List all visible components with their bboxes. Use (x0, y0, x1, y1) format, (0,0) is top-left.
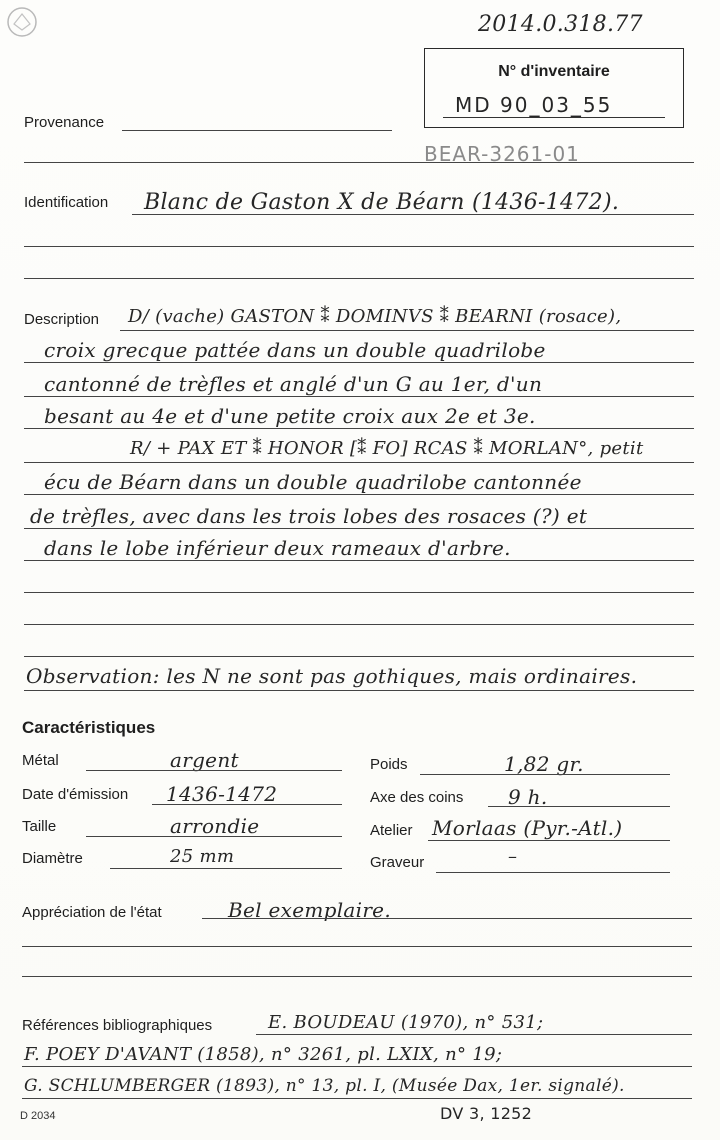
description-rule-10 (24, 624, 694, 625)
description-rule-2 (24, 362, 694, 363)
diametre-value: 25 mm (170, 846, 235, 867)
provenance-stamp: BEAR-3261-01 (424, 142, 580, 166)
poids-label: Poids (370, 756, 408, 773)
description-line-5: R/ + PAX ET ⁑ HONOR [⁑ FO] RCAS ⁑ MORLAN°, petit (130, 438, 644, 459)
archive-number: 2014.0.318.77 (478, 12, 643, 37)
museum-stamp-icon (4, 4, 40, 40)
taille-line (86, 836, 342, 837)
identification-line-1 (132, 214, 694, 215)
taille-label: Taille (22, 818, 57, 835)
description-rule-8 (24, 560, 694, 561)
description-rule-4 (24, 428, 694, 429)
etat-line-2 (22, 946, 692, 947)
axe-line (488, 806, 670, 807)
identification-label: Identification (24, 194, 109, 211)
description-rule-9 (24, 592, 694, 593)
diametre-label: Diamètre (22, 850, 83, 867)
date-value: 1436-1472 (166, 782, 278, 806)
etat-line-3 (22, 976, 692, 977)
axe-value: 9 h. (508, 785, 548, 809)
inventory-box (424, 48, 684, 128)
description-line-6: écu de Béarn dans un double quadrilobe cantonnée (44, 470, 582, 494)
etat-label: Appréciation de l'état (22, 904, 162, 921)
metal-label: Métal (22, 752, 59, 769)
axe-label: Axe des coins (370, 789, 464, 806)
graveur-line (436, 872, 670, 873)
description-rule-7 (24, 528, 694, 529)
inventory-title: N° d'inventaire (498, 63, 610, 80)
description-line-8: dans le lobe inférieur deux rameaux d'arbre. (44, 536, 511, 560)
observation-text: Observation: les N ne sont pas gothiques, mais ordinaires. (26, 664, 638, 688)
provenance-label: Provenance (24, 114, 105, 131)
metal-value: argent (170, 748, 239, 772)
poids-line (420, 774, 670, 775)
taille-value: arrondie (170, 814, 260, 838)
identification-line-2 (24, 246, 694, 247)
atelier-label: Atelier (370, 822, 413, 839)
characteristics-heading: Caractéristiques (22, 718, 156, 737)
description-rule-6 (24, 494, 694, 495)
description-rule-5 (24, 462, 694, 463)
date-line (152, 804, 342, 805)
identification-value: Blanc de Gaston X de Béarn (1436-1472). (144, 190, 620, 215)
references-rule-3 (22, 1098, 692, 1099)
description-rule-3 (24, 396, 694, 397)
form-code: D 2034 (20, 1110, 56, 1122)
references-line-2: F. POEY D'AVANT (1858), n° 3261, pl. LXIX, n° 19; (24, 1044, 503, 1065)
inventory-underline (443, 117, 665, 118)
diametre-line (110, 868, 342, 869)
references-rule-2 (22, 1066, 692, 1067)
atelier-value: Morlaas (Pyr.-Atl.) (432, 816, 623, 840)
description-line-3: cantonné de trèfles et anglé d'un G au 1er, d'un (44, 372, 543, 396)
etat-value: Bel exemplaire. (228, 898, 391, 922)
graveur-label: Graveur (370, 854, 425, 871)
observation-rule (24, 690, 694, 691)
description-rule-11 (24, 656, 694, 657)
provenance-line (122, 130, 392, 131)
graveur-value: – (508, 846, 518, 867)
inventory-number: MD 90_03_55 (455, 93, 613, 117)
identification-line-3 (24, 278, 694, 279)
description-label: Description (24, 311, 100, 328)
description-line-1: D/ (vache) GASTON ⁑ DOMINVS ⁑ BEARNI (rosace), (128, 306, 622, 327)
date-label: Date d'émission (22, 786, 129, 803)
etat-line (202, 918, 692, 919)
references-label: Références bibliographiques (22, 1017, 213, 1034)
metal-line (86, 770, 342, 771)
description-rule-1 (120, 330, 694, 331)
description-line-7: de trèfles, avec dans les trois lobes des rosaces (?) et (30, 504, 588, 528)
provenance-line-2 (24, 162, 694, 163)
description-line-4: besant au 4e et d'une petite croix aux 2e et 3e. (44, 404, 536, 428)
description-line-2: croix grecque pattée dans un double quadrilobe (44, 338, 546, 362)
atelier-line (428, 840, 670, 841)
references-line-3: G. SCHLUMBERGER (1893), n° 13, pl. I, (Musée Dax, 1er. signalé). (24, 1076, 625, 1096)
poids-value: 1,82 gr. (504, 752, 584, 776)
references-rule-1 (256, 1034, 692, 1035)
references-note: DV 3, 1252 (440, 1104, 533, 1123)
references-line-1: E. BOUDEAU (1970), n° 531; (268, 1012, 544, 1033)
